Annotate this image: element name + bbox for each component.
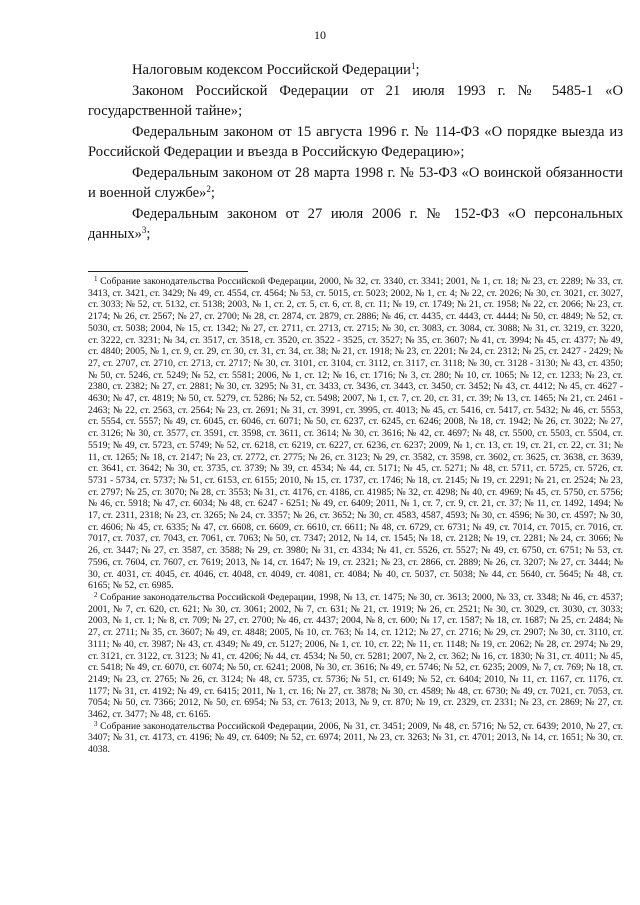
footnote-ref[interactable]: 2: [206, 184, 211, 194]
footnote: [88, 721, 623, 756]
paragraph: [88, 81, 623, 122]
footnote-text: Собрание законодательства Российской Федерации, 2006, № 31, ст. 3451; 2009, № 48, ст. 5716; № 52, ст. 6439; 2010, № 27, ст. 3407; № 31, ст. 4173, ст. 4196; № 49, ст. 6409; № 52, ст. 6974; 2011, № 23, ст. 3263; № 31, ст. 4701; 2013, № 14, ст. 1651; № 30, ст. 4038.: [88, 720, 624, 756]
paragraph: [88, 204, 623, 245]
paragraph-punct: ;: [415, 62, 420, 78]
footnote: [88, 276, 623, 592]
paragraph-punct: ;: [146, 226, 151, 242]
footnote-mark: 3: [94, 719, 98, 728]
footnote-ref[interactable]: 3: [141, 225, 147, 235]
paragraph: [88, 163, 623, 204]
paragraph: [88, 122, 623, 163]
paragraph-text: Федеральным законом от 28 марта 1998 г. № 53-ФЗ «О воинской обязанности и военной службе»: [88, 164, 623, 201]
footnote-text: Собрание законодательства Российской Федерации, 1998, № 13, ст. 1475; № 30, ст. 3613; 2000, № 33, ст. 3348; № 46, ст. 4537; 2001, № 7, ст. 620, ст. 621; № 30, ст. 3061; 2002, № 7, ст. 631; № 21, ст. 1919; № 26, ст. 2521; № 30, ст. 3029, ст. 3030, ст. 3033; 2003, № 1, ст. 1; № 8, ст. 709; № 27, ст. 2700; № 46, ст. 4437; 2004, № 8, ст. 600; № 17, ст. 1587; № 18, ст. 1687; № 25, ст. 2484; № 27, ст. 2711; № 35, ст. 3607; № 49, ст. 4848; 2005, № 10, ст. 763; № 14, ст. 1212; № 27, ст. 2716; № 29, ст. 2907; № 30, ст. 3110, ст. 3111; № 40, ст. 3987; № 43, ст. 4349; № 49, ст. 5127; 2006, № 1, ст. 10, ст. 22; № 11, ст. 1148; № 19, ст. 2062; № 28, ст. 2974; № 29, ст. 3121, ст. 3122, ст. 3123; № 41, ст. 4206; № 44, ст. 4534; № 50, ст. 5281; 2007, № 2, ст. 362; № 16, ст. 1830; № 31, ст. 4011; № 45, ст. 5418; № 49, ст. 6070, ст. 6074; № 50, ст. 6241; 2008, № 30, ст. 3616; № 49, ст. 5746; № 52, ст. 6235; 2009, № 7, ст. 769; № 18, ст. 2149; № 23, ст. 2765; № 26, ст. 3124; № 48, ст. 5735, ст. 5736; № 51, ст. 6149; № 52, ст. 6404; 2010, № 11, ст. 1167, ст. 1176, ст. 1177; № 31, ст. 4192; № 49, ст. 6415; 2011, № 1, ст. 16; № 27, ст. 3878; № 30, ст. 4589; № 48, ст. 6730; № 49, ст. 7021, ст. 7053, ст. 7054; № 50, ст. 7366; 2012, № 50, ст. 6954; № 53, ст. 7613; 2013, № 9, ст. 870; № 19, ст. 2329, ст. 2331; № 23, ст. 2869; № 27, ст. 3462, ст. 3477; № 48, ст. 6165.: [88, 591, 624, 721]
footnote-mark: 1: [94, 275, 98, 283]
footnote: [88, 592, 623, 721]
footnotes: [88, 276, 623, 756]
main-text: [88, 60, 623, 245]
paragraph-punct: ;: [210, 185, 215, 201]
paragraph: [88, 60, 623, 81]
footnote-mark: 2: [94, 590, 98, 599]
footnote-divider: [88, 271, 248, 272]
paragraph-text: Федеральным законом от 27 июля 2006 г. № 152-ФЗ «О персональных данных»: [88, 205, 623, 242]
paragraph-text: Законом Российской Федерации от 21 июля 1993 г. № 5485-1 «О государственной тайне»;: [88, 82, 623, 119]
paragraph-text: Налоговым кодексом Российской Федерации: [132, 62, 411, 78]
paragraph-text: Федеральным законом от 15 августа 1996 г. № 114-ФЗ «О порядке выезда из Российской Федерации и въезда в Российскую Федерацию»;: [88, 123, 623, 160]
footnote-ref[interactable]: 1: [410, 61, 416, 71]
page-number: 10: [314, 28, 326, 42]
footnote-text: Собрание законодательства Российской Федерации, 2000, № 32, ст. 3340, ст. 3341; 2001, № 1, ст. 18; № 23, ст. 2289; № 33, ст. 3413, ст. 3421, ст. 3429; № 49, ст. 4554, ст. 4564; № 53, ст. 5015, ст. 5023; 2002, № 1, ст. 4; № 22, ст. 2026; № 30, ст. 3021, ст. 3027, ст. 3033; № 52, ст. 5132, ст. 5138; 2003, № 1, ст. 2, ст. 5, ст. 6, ст. 8, ст. 11; № 19, ст. 1749; № 21, ст. 1958; № 22, ст. 2066; № 23, ст. 2174; № 26, ст. 2567; № 27, ст. 2700; № 28, ст. 2874, ст. 2879, ст. 2886; № 46, ст. 4435, ст. 4443, ст. 4444; № 50, ст. 4849; № 52, ст. 5030, ст. 5038; 2004, № 15, ст. 1342; № 27, ст. 2711, ст. 2713, ст. 2715; № 30, ст. 3083, ст. 3084, ст. 3088; № 31, ст. 3219, ст. 3220, ст. 3222, ст. 3231; № 34, ст. 3517, ст. 3518, ст. 3520, ст. 3522 - 3525, ст. 3527; № 35, ст. 3607; № 41, ст. 3994; № 45, ст. 4377; № 49, ст. 4840; 2005, № 1, ст. 9, ст. 29, ст. 30, ст. 31, ст. 34, ст. 38; № 21, ст. 1918; № 23, ст. 2201; № 24, ст. 2312; № 25, ст. 2427 - 2429; № 27, ст. 2707, ст. 2710, ст. 2713, ст. 2717; № 30, ст. 3101, ст. 3104, ст. 3112, ст. 3117, ст. 3118; № 30, ст. 3128 - 3130; № 43, ст. 4350; № 50, ст. 5246, ст. 5249; № 52, ст. 5581; 2006, № 1, ст. 12; № 16, ст. 1716; № 3, ст. 280; № 10, ст. 1065; № 12, ст. 1233; № 23, ст. 2380, ст. 2382; № 27, ст. 2881; № 30, ст. 3295; № 31, ст. 3433, ст. 3436, ст. 3443, ст. 3450, ст. 3452; № 43, ст. 4412; № 45, ст. 4627 - 4630; № 47, ст. 4819; № 50, ст. 5279, ст. 5286; № 52, ст. 5498; 2007, № 1, ст. 7, ст. 20, ст. 31, ст. 39; № 13, ст. 1465; № 21, ст. 2461 - 2463; № 22, ст. 2563, ст. 2564; № 23, ст. 2691; № 31, ст. 3991, ст. 3995, ст. 4013; № 45, ст. 5416, ст. 5417, ст. 5432; № 46, ст. 5553, ст. 5554, ст. 5557; № 49, ст. 6045, ст. 6046, ст. 6071; № 50, ст. 6237, ст. 6245, ст. 6246; 2008, № 18, ст. 1942; № 26, ст. 3022; № 27, ст. 3126; № 30, ст. 3577, ст. 3591, ст. 3598, ст. 3611, ст. 3614; № 30, ст. 3616; № 42, ст. 4697; № 48, ст. 5500, ст. 5503, ст. 5504, ст. 5519; № 49, ст. 5723, ст. 5749; № 52, ст. 6218, ст. 6219, ст. 6227, ст. 6236, ст. 6237; 2009, № 1, ст. 13, ст. 19, ст. 21, ст. 22, ст. 31; № 11, ст. 1265; № 18, ст. 2147; № 23, ст. 2772, ст. 2775; № 26, ст. 3123; № 29, ст. 3582, ст. 3598, ст. 3602, ст. 3625, ст. 3638, ст. 3639, ст. 3641, ст. 3642; № 30, ст. 3735, ст. 3739; № 39, ст. 4534; № 44, ст. 5171; № 45, ст. 5271; № 48, ст. 5711, ст. 5725, ст. 5726, ст. 5731 - 5734, ст. 5737; № 51, ст. 6153, ст. 6155; 2010, № 15, ст. 1737, ст. 1746; № 18, ст. 2145; № 19, ст. 2291; № 21, ст. 2524; № 23, ст. 2797; № 25, ст. 3070; № 28, ст. 3553; № 31, ст. 4176, ст. 4186, ст. 41985; № 32, ст. 4298; № 40, ст. 4969; № 45, ст. 5750, ст. 5756; № 46, ст. 5918; № 47, ст. 6034; № 48, ст. 6247 - 6251; № 49, ст. 6409; 2011, № 1, ст. 7, ст. 9, ст. 21, ст. 37; № 11, ст. 1492, 1494; № 17, ст. 2311, 2318; № 23, ст. 3265; № 24, ст. 3357; № 26, ст. 3652; № 30, ст. 4583, 4587, 4593; № 30, ст. 4596; № 30, ст. 4597; № 30, ст. 4606; № 45, ст. 6335; № 47, ст. 6608, ст. 6609, ст. 6610, ст. 6611; № 48, ст. 6729, ст. 6731; № 49, ст. 7014, ст. 7015, ст. 7016, ст. 7017, ст. 7037, ст. 7043, ст. 7061, ст. 7063; № 50, ст. 7347; 2012, № 14, ст. 1545; № 18, ст. 2128; № 19, ст. 2281; № 24, ст. 3066; № 26, ст. 3447; № 27, ст. 3587, ст. 3588; № 29, ст. 3980; № 31, ст. 4334; № 41, ст. 5526, ст. 5527; № 49, ст. 6750, ст. 6751; № 53, ст. 7596, ст. 7604, ст. 7607, ст. 7619; 2013, № 14, ст. 1647; № 19, ст. 2321; № 23, ст. 2866, ст. 2889; № 26, ст. 3207; № 27, ст. 3444; № 30, ст. 4031, ст. 4045, ст. 4046, ст. 4048, ст. 4049, ст. 4081, ст. 4084; № 40, ст. 5037, ст. 5038; № 44, ст. 5640, ст. 5645; № 48, ст. 6165; № 52, ст. 6985.: [88, 276, 624, 592]
